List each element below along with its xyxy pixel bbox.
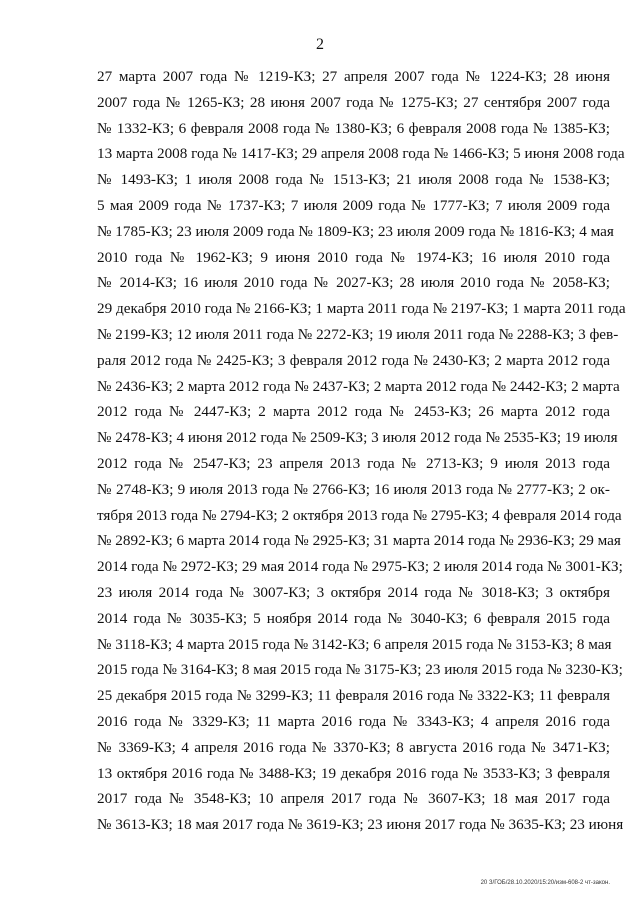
text-line: 2015 года № 3164-КЗ; 8 мая 2015 года № 3175-КЗ; 23 июля 2015 года № 3230-КЗ;	[97, 661, 623, 679]
text-line: № 1332-КЗ; 6 февраля 2008 года № 1380-КЗ; 6 февраля 2008 года № 1385-КЗ;	[97, 119, 610, 137]
text-line: № 3369-КЗ; 4 апреля 2016 года № 3370-КЗ; 8 августа 2016 года № 3471-КЗ;	[97, 738, 610, 756]
document-footer-code: 20 З/ГОБ/28.10.2020/15:20/изм-608-2 чт-закон.	[480, 880, 610, 886]
text-line: раля 2012 года № 2425-КЗ; 3 февраля 2012 года № 2430-КЗ; 2 марта 2012 года	[97, 351, 610, 369]
text-line: № 2478-КЗ; 4 июня 2012 года № 2509-КЗ; 3 июля 2012 года № 2535-КЗ; 19 июля	[97, 429, 618, 447]
text-line: 2007 года № 1265-КЗ; 28 июня 2007 года № 1275-КЗ; 27 сентября 2007 года	[97, 93, 610, 111]
text-line: № 3613-КЗ; 18 мая 2017 года № 3619-КЗ; 23 июня 2017 года № 3635-КЗ; 23 июня	[97, 816, 624, 834]
text-line: 5 мая 2009 года № 1737-КЗ; 7 июля 2009 года № 1777-КЗ; 7 июля 2009 года	[97, 196, 610, 214]
text-line: 2017 года № 3548-КЗ; 10 апреля 2017 года № 3607-КЗ; 18 мая 2017 года	[97, 790, 610, 808]
text-line: 2012 года № 2547-КЗ; 23 апреля 2013 года № 2713-КЗ; 9 июля 2013 года	[97, 454, 610, 472]
text-line: № 1785-КЗ; 23 июля 2009 года № 1809-КЗ; 23 июля 2009 года № 1816-КЗ; 4 мая	[97, 222, 614, 240]
text-line: № 2892-КЗ; 6 марта 2014 года № 2925-КЗ; 31 марта 2014 года № 2936-КЗ; 29 мая	[97, 532, 621, 550]
text-line: № 2748-КЗ; 9 июля 2013 года № 2766-КЗ; 16 июля 2013 года № 2777-КЗ; 2 ок-	[97, 480, 610, 498]
text-line: № 3118-КЗ; 4 марта 2015 года № 3142-КЗ; 6 апреля 2015 года № 3153-КЗ; 8 мая	[97, 635, 612, 653]
text-line: 2014 года № 3035-КЗ; 5 ноября 2014 года № 3040-КЗ; 6 февраля 2015 года	[97, 609, 610, 627]
text-line: № 2014-КЗ; 16 июля 2010 года № 2027-КЗ; 28 июля 2010 года № 2058-КЗ;	[97, 274, 610, 292]
text-line: 25 декабря 2015 года № 3299-КЗ; 11 февраля 2016 года № 3322-КЗ; 11 февраля	[97, 687, 610, 705]
text-line: 2016 года № 3329-КЗ; 11 марта 2016 года № 3343-КЗ; 4 апреля 2016 года	[97, 712, 610, 730]
text-line: 2014 года № 2972-КЗ; 29 мая 2014 года № 2975-КЗ; 2 июля 2014 года № 3001-КЗ;	[97, 558, 623, 576]
text-line: тября 2013 года № 2794-КЗ; 2 октября 2013 года № 2795-КЗ; 4 февраля 2014 года	[97, 506, 622, 524]
text-line: 23 июля 2014 года № 3007-КЗ; 3 октября 2014 года № 3018-КЗ; 3 октября	[97, 583, 610, 601]
text-line: № 2199-КЗ; 12 июля 2011 года № 2272-КЗ; 19 июля 2011 года № 2288-КЗ; 3 фев-	[97, 325, 619, 343]
text-line: 13 октября 2016 года № 3488-КЗ; 19 декабря 2016 года № 3533-КЗ; 3 февраля	[97, 764, 610, 782]
text-line: № 2436-КЗ; 2 марта 2012 года № 2437-КЗ; 2 марта 2012 года № 2442-КЗ; 2 марта	[97, 377, 620, 395]
text-line: 29 декабря 2010 года № 2166-КЗ; 1 марта 2011 года № 2197-КЗ; 1 марта 2011 года	[97, 300, 626, 318]
text-line: 27 марта 2007 года № 1219-КЗ; 27 апреля 2007 года № 1224-КЗ; 28 июня	[97, 68, 610, 85]
document-body	[97, 64, 626, 838]
text-line: 2010 года № 1962-КЗ; 9 июня 2010 года № 1974-КЗ; 16 июля 2010 года	[97, 248, 610, 266]
text-line: 2012 года № 2447-КЗ; 2 марта 2012 года № 2453-КЗ; 26 марта 2012 года	[97, 403, 610, 421]
text-line: № 1493-КЗ; 1 июля 2008 года № 1513-КЗ; 21 июля 2008 года № 1538-КЗ;	[97, 171, 610, 189]
text-line: 13 марта 2008 года № 1417-КЗ; 29 апреля 2008 года № 1466-КЗ; 5 июня 2008 года	[97, 145, 625, 163]
page-number: 2	[316, 36, 324, 53]
